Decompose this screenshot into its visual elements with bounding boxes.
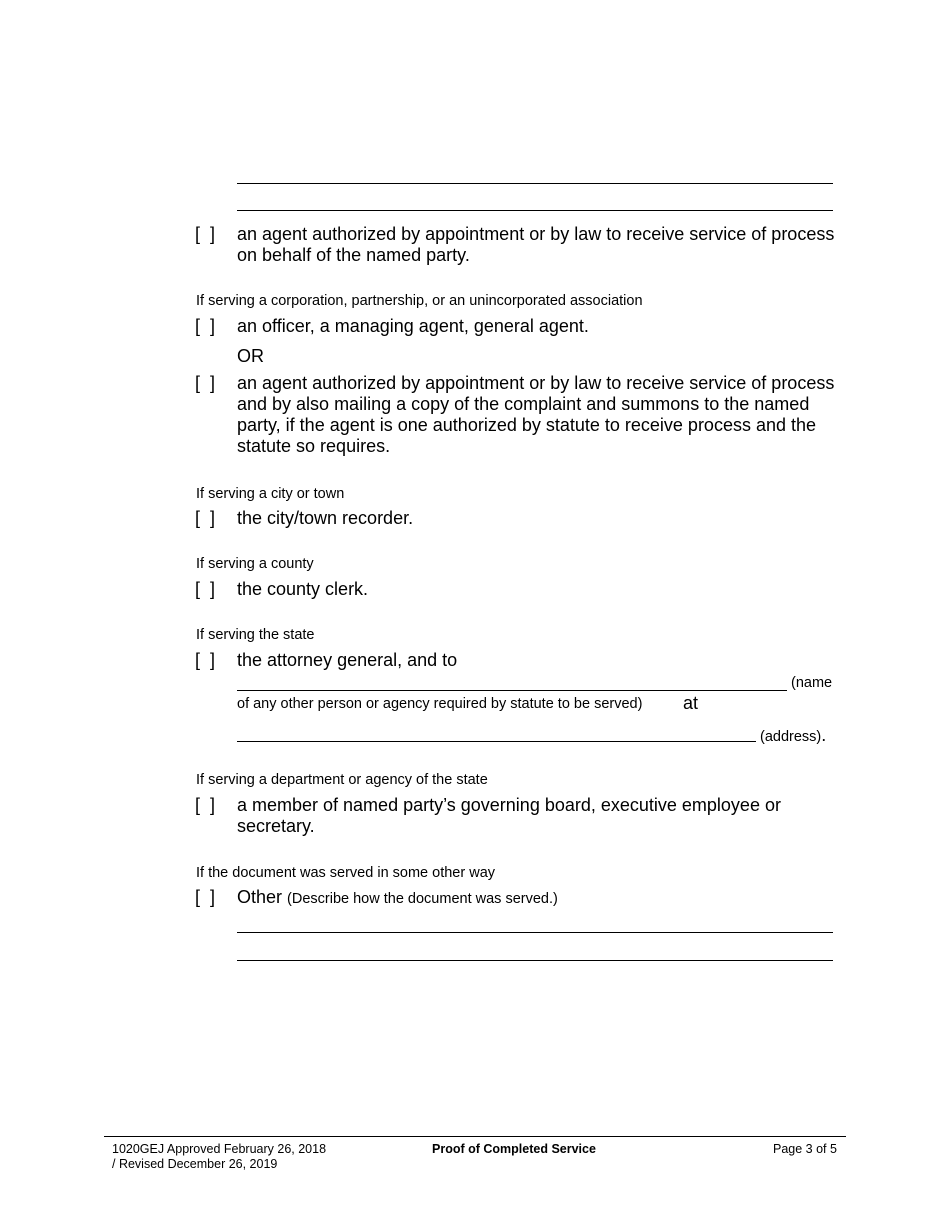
address-label: (address) xyxy=(760,729,822,745)
checkbox-other[interactable]: [ ] xyxy=(195,887,216,907)
option-agent-authorized: an agent authorized by appointment or by law to receive service of process on behalf of the named party. xyxy=(237,224,835,265)
at-label: at xyxy=(683,693,699,713)
heading-department: If serving a department or agency of the state xyxy=(196,772,488,788)
footer-rule xyxy=(104,1136,846,1137)
checkbox-officer[interactable]: [ ] xyxy=(195,316,216,336)
blank-line-top-2[interactable] xyxy=(237,210,833,211)
blank-line-top-1[interactable] xyxy=(237,183,833,184)
option-city: the city/town recorder. xyxy=(237,508,414,528)
heading-corporation: If serving a corporation, partnership, or an unincorporated association xyxy=(196,293,643,309)
checkbox-agent-authorized[interactable]: [ ] xyxy=(195,224,216,244)
name-note: of any other person or agency required by statute to be served) xyxy=(237,696,643,712)
checkbox-agent-mailing[interactable]: [ ] xyxy=(195,373,216,393)
heading-other: If the document was served in some other way xyxy=(196,865,496,881)
name-suffix: (name xyxy=(791,675,833,691)
option-officer: an officer, a managing agent, general agent. xyxy=(237,316,589,336)
footer-title: Proof of Completed Service xyxy=(432,1142,596,1156)
or-label: OR xyxy=(237,346,264,366)
checkbox-department[interactable]: [ ] xyxy=(195,795,216,815)
other-label: Other xyxy=(237,887,283,907)
address-field-line[interactable] xyxy=(237,741,756,742)
checkbox-state[interactable]: [ ] xyxy=(195,650,216,670)
blank-line-other-2[interactable] xyxy=(237,960,833,961)
option-department: a member of named party’s governing board, executive employee or secretary. xyxy=(237,795,781,836)
address-period: . xyxy=(821,725,827,745)
other-note: (Describe how the document was served.) xyxy=(287,891,558,907)
footer-form-id: 1020GEJ Approved February 26, 2018 xyxy=(112,1142,327,1156)
heading-city: If serving a city or town xyxy=(196,486,345,502)
option-other xyxy=(237,887,842,910)
option-county: the county clerk. xyxy=(237,579,369,599)
footer-page-number: Page 3 of 5 xyxy=(773,1142,837,1156)
name-field-line[interactable] xyxy=(237,690,787,691)
footer-revised: / Revised December 26, 2019 xyxy=(112,1157,278,1171)
heading-state: If serving the state xyxy=(196,627,315,643)
option-agent-mailing: an agent authorized by appointment or by law to receive service of process and by also mailing a copy of the complaint and summons to the named party, if the agent is one authorized by statute to receive process and the statute so requires. xyxy=(237,373,835,456)
checkbox-city[interactable]: [ ] xyxy=(195,508,216,528)
address-suffix xyxy=(760,726,826,746)
option-state: the attorney general, and to xyxy=(237,650,458,670)
heading-county: If serving a county xyxy=(196,556,314,572)
checkbox-county[interactable]: [ ] xyxy=(195,579,216,599)
blank-line-other-1[interactable] xyxy=(237,932,833,933)
